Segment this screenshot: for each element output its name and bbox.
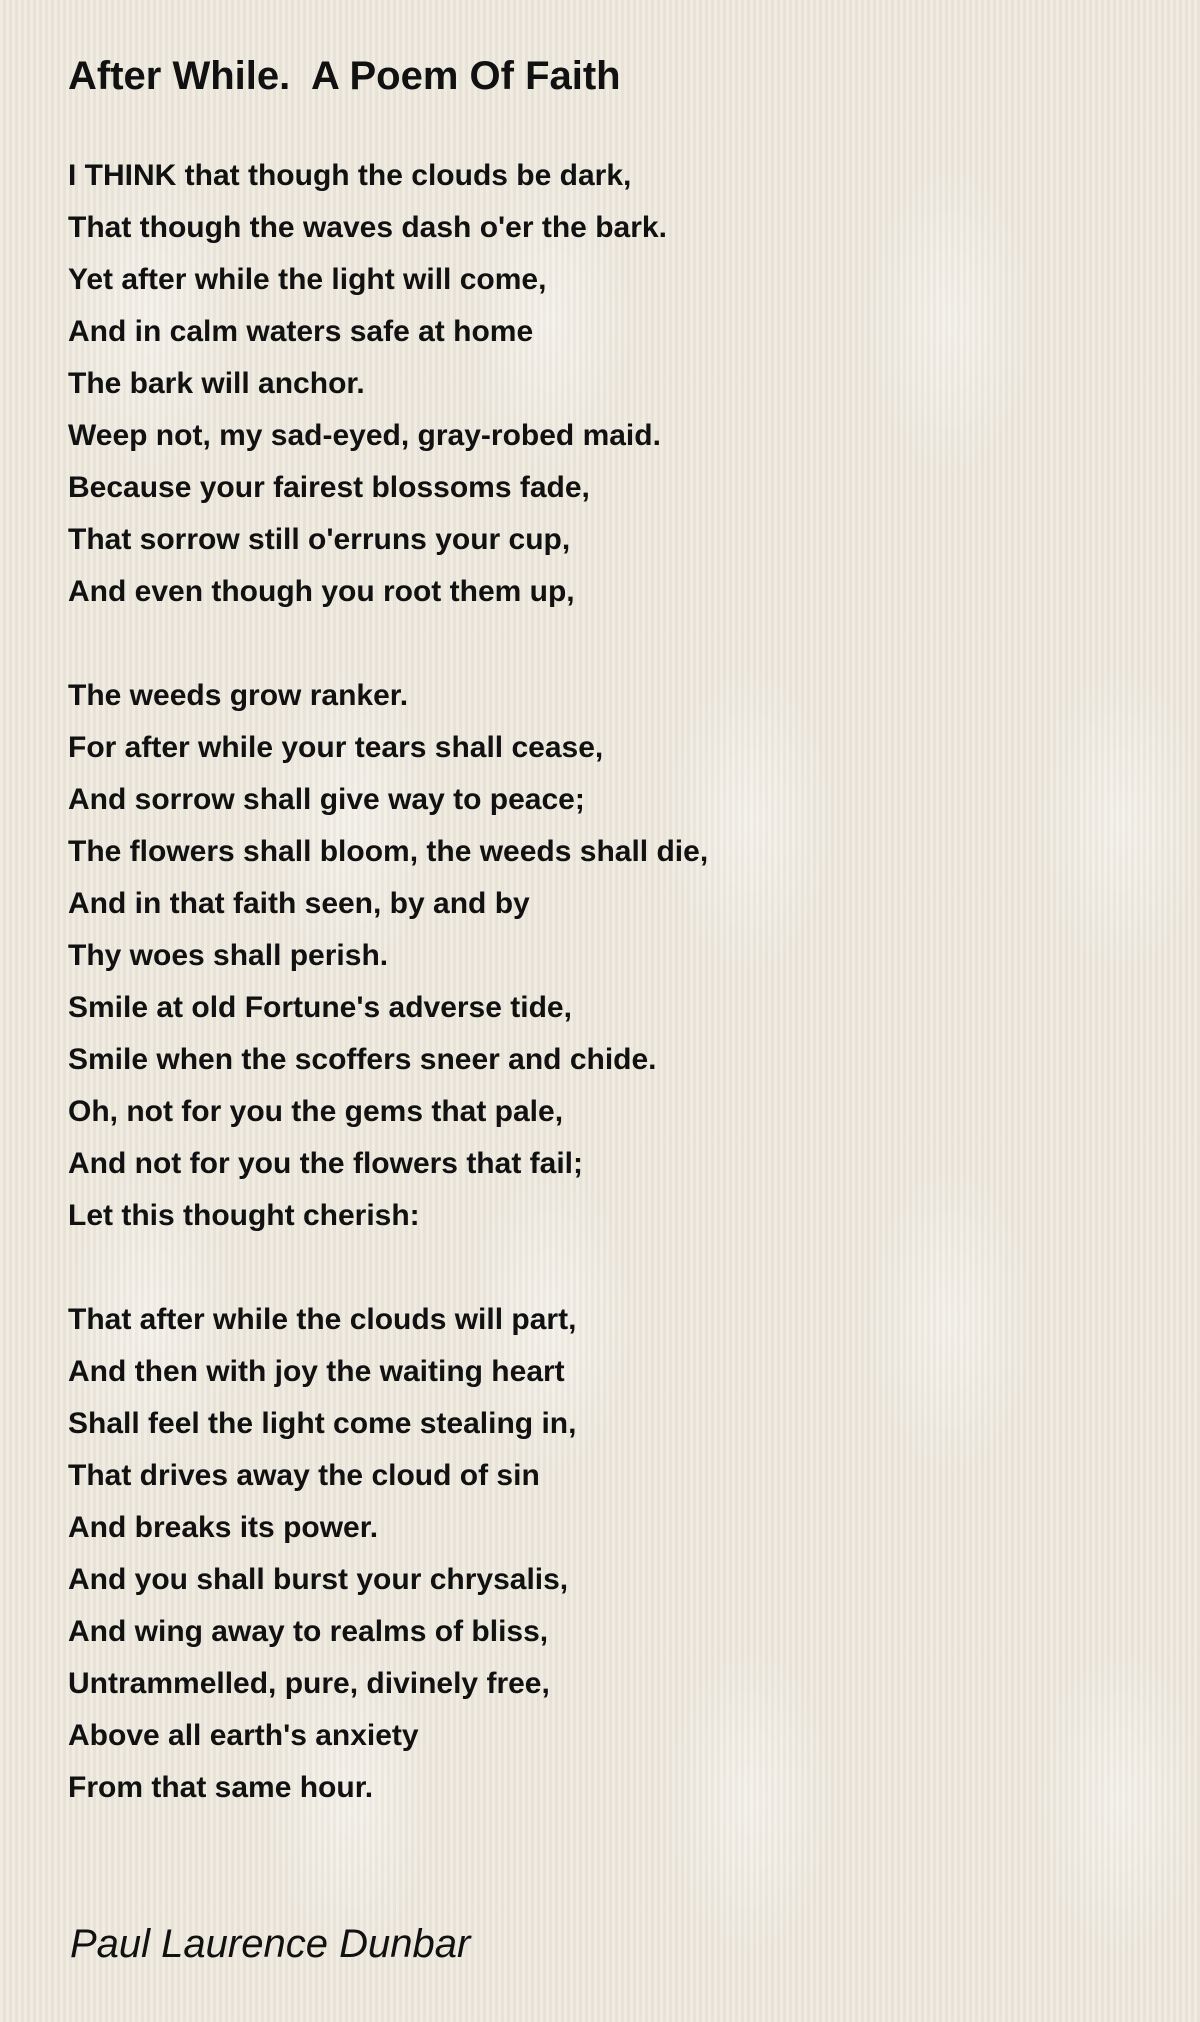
poem-line: Oh, not for you the gems that pale, [68, 1095, 564, 1128]
poem-line: And in calm waters safe at home [68, 315, 534, 348]
poem-line: Weep not, my sad-eyed, gray-robed maid. [68, 419, 661, 452]
poem-line: The flowers shall bloom, the weeds shall die, [68, 835, 709, 868]
poem-line: That after while the clouds will part, [68, 1303, 577, 1336]
poem-line: Let this thought cherish: [68, 1199, 420, 1232]
poem-line: From that same hour. [68, 1771, 374, 1804]
poem-line: Thy woes shall perish. [68, 939, 389, 972]
poem-line: The bark will anchor. [68, 367, 365, 400]
poem-line: And not for you the flowers that fail; [68, 1147, 583, 1180]
poem-line: And sorrow shall give way to peace; [68, 783, 585, 816]
poem-line: I THINK that though the clouds be dark, [68, 159, 632, 192]
stanza-1 [68, 150, 1128, 618]
stanza-2 [68, 670, 1128, 1242]
poem-body [68, 150, 1128, 1814]
poem-line: That drives away the cloud of sin [68, 1459, 540, 1492]
poem-line: For after while your tears shall cease, [68, 731, 604, 764]
poem-line: Untrammelled, pure, divinely free, [68, 1667, 550, 1700]
poem-line: And in that faith seen, by and by [68, 887, 530, 920]
stanza-gap [68, 1242, 1128, 1294]
poem-line: Shall feel the light come stealing in, [68, 1407, 577, 1440]
poem-line: And you shall burst your chrysalis, [68, 1563, 569, 1596]
stanza-gap [68, 618, 1128, 670]
poem-line: And breaks its power. [68, 1511, 379, 1544]
poem-line: And then with joy the waiting heart [68, 1355, 565, 1388]
poem-line: Smile when the scoffers sneer and chide. [68, 1043, 657, 1076]
poem-line: Yet after while the light will come, [68, 263, 547, 296]
poem-line: Above all earth's anxiety [68, 1719, 419, 1752]
poem-line: Because your fairest blossoms fade, [68, 471, 590, 504]
poem-author: Paul Laurence Dunbar [70, 1922, 471, 1966]
poem-title: After While. A Poem Of Faith [68, 54, 621, 98]
poem-line: Smile at old Fortune's adverse tide, [68, 991, 572, 1024]
poem-line: And even though you root them up, [68, 575, 575, 608]
poem-line: And wing away to realms of bliss, [68, 1615, 549, 1648]
poem-line: The weeds grow ranker. [68, 679, 409, 712]
poem-line: That though the waves dash o'er the bark. [68, 211, 667, 244]
poem-line: That sorrow still o'erruns your cup, [68, 523, 571, 556]
stanza-3 [68, 1294, 1128, 1814]
